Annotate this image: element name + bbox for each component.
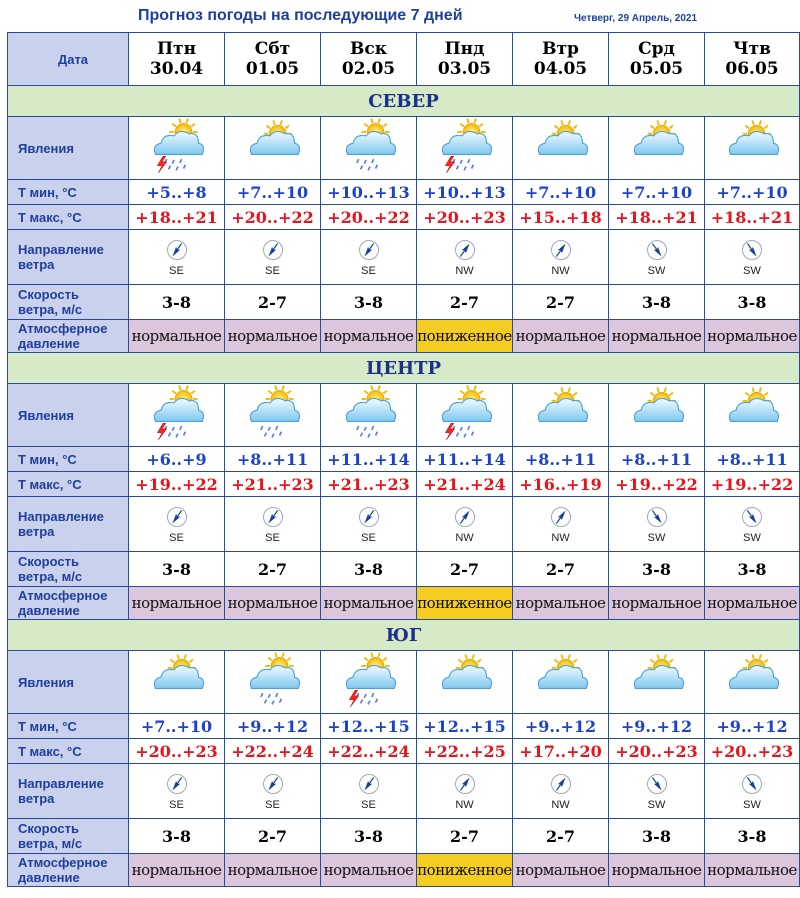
tmax-label-text: Т макс, °С	[18, 743, 82, 759]
partly-cloudy-icon	[626, 694, 688, 713]
wind-direction-cell	[513, 230, 609, 285]
wind-direction-cell	[225, 764, 321, 819]
pressure-value-low: пониженное	[417, 854, 513, 887]
wind-direction-cell	[513, 497, 609, 552]
compass-icon	[741, 773, 763, 799]
wind-speed-value: 3-8	[705, 819, 800, 854]
pressure-value: нормальное	[609, 320, 705, 353]
compass-icon	[741, 239, 763, 265]
tmax-value: +18..+21	[705, 205, 800, 230]
day-header	[321, 33, 417, 86]
wind-direction-value: SE	[169, 799, 184, 811]
wind-speed-label-text: Скорость	[18, 287, 79, 302]
day-name: Срд	[638, 39, 675, 59]
tmin-label-text: Т мин, °С	[18, 451, 77, 467]
wind-speed-value: 2-7	[225, 552, 321, 587]
partly-cloudy-icon	[721, 160, 783, 179]
wind-speed-value: 3-8	[705, 285, 800, 320]
weather-row	[8, 117, 800, 180]
tmax-value: +22..+24	[321, 739, 417, 764]
cloud-rain-thunder-icon	[146, 160, 208, 179]
wind-speed-value: 3-8	[321, 552, 417, 587]
wind-direction-value: SW	[647, 532, 666, 544]
wind-direction-value: SE	[169, 532, 184, 544]
tmin-label	[8, 714, 129, 739]
wind-direction-cell	[129, 497, 225, 552]
weather-label	[8, 384, 129, 447]
wind-direction-cell	[417, 497, 513, 552]
tmin-value: +7..+10	[129, 714, 225, 739]
weather-cell	[417, 117, 513, 180]
page-footer	[0, 893, 800, 898]
day-header	[513, 33, 609, 86]
pressure-value-low: пониженное	[417, 587, 513, 620]
wind-direction-label-text: Направление	[18, 509, 104, 524]
compass-icon	[262, 773, 284, 799]
wind-direction-cell	[705, 764, 800, 819]
day-date: 30.04	[149, 59, 204, 79]
day-header	[609, 33, 705, 86]
partly-cloudy-icon	[721, 694, 783, 713]
wind-speed-value: 3-8	[129, 285, 225, 320]
weather-cell	[513, 651, 609, 714]
day-name: Сбт	[254, 39, 291, 59]
weather-cell	[321, 384, 417, 447]
partly-cloudy-icon	[530, 160, 592, 179]
partly-cloudy-icon	[434, 694, 496, 713]
wind-direction-value: SE	[169, 265, 184, 277]
wind-direction-value: SE	[361, 265, 376, 277]
pressure-label	[8, 320, 129, 353]
wind-direction-value: SW	[647, 799, 666, 811]
wind-direction-label-text: Направление	[18, 242, 104, 257]
tmax-value: +20..+23	[417, 205, 513, 230]
wind-direction-cell	[705, 230, 800, 285]
compass-icon	[454, 506, 476, 532]
tmax-value: +20..+23	[609, 739, 705, 764]
wind-speed-row	[8, 819, 800, 854]
weather-cell	[513, 384, 609, 447]
partly-cloudy-icon	[530, 427, 592, 446]
compass-icon	[358, 506, 380, 532]
weather-cell	[609, 651, 705, 714]
day-name: Вск	[350, 39, 387, 59]
weather-label	[8, 651, 129, 714]
pressure-value-low: пониженное	[417, 320, 513, 353]
tmin-label-text: Т мин, °С	[18, 184, 77, 200]
tmax-label	[8, 472, 129, 497]
tmin-value: +7..+10	[225, 180, 321, 205]
tmax-value: +21..+23	[225, 472, 321, 497]
tmax-value: +20..+23	[129, 739, 225, 764]
weather-cell	[225, 651, 321, 714]
tmin-value: +7..+10	[513, 180, 609, 205]
wind-direction-cell	[417, 230, 513, 285]
wind-direction-cell	[609, 230, 705, 285]
wind-speed-row	[8, 552, 800, 587]
compass-icon	[166, 506, 188, 532]
pressure-value: нормальное	[225, 854, 321, 887]
tmin-value: +11..+14	[417, 447, 513, 472]
day-header	[225, 33, 321, 86]
pressure-value: нормальное	[513, 854, 609, 887]
wind-direction-value: NW	[551, 265, 570, 277]
wind-direction-cell	[321, 230, 417, 285]
wind-direction-cell	[321, 764, 417, 819]
wind-direction-row	[8, 230, 800, 285]
weather-label-text: Явления	[18, 674, 74, 690]
compass-icon	[646, 239, 668, 265]
wind-speed-value: 2-7	[513, 285, 609, 320]
tmin-value: +11..+14	[321, 447, 417, 472]
day-name: Втр	[542, 39, 579, 59]
tmax-value: +18..+21	[129, 205, 225, 230]
wind-direction-value: SW	[743, 799, 761, 811]
compass-icon	[741, 506, 763, 532]
tmax-row	[8, 205, 800, 230]
tmin-value: +9..+12	[225, 714, 321, 739]
pressure-label-text-2: давление	[18, 603, 80, 618]
tmin-value: +9..+12	[609, 714, 705, 739]
cloud-rain-thunder-icon	[434, 160, 496, 179]
weather-cell	[321, 651, 417, 714]
tmin-row	[8, 714, 800, 739]
tmin-value: +8..+11	[609, 447, 705, 472]
tmin-value: +12..+15	[321, 714, 417, 739]
pressure-label-text: Атмосферное	[18, 321, 108, 336]
wind-direction-value: SE	[265, 532, 280, 544]
day-date: 02.05	[341, 59, 396, 79]
wind-speed-value: 3-8	[609, 285, 705, 320]
wind-speed-value: 2-7	[513, 552, 609, 587]
pressure-label	[8, 587, 129, 620]
pressure-value: нормальное	[129, 854, 225, 887]
wind-direction-value: SE	[361, 799, 376, 811]
wind-speed-value: 2-7	[417, 285, 513, 320]
tmin-value: +7..+10	[705, 180, 800, 205]
cloud-rain-icon	[242, 694, 304, 713]
weather-cell	[417, 651, 513, 714]
tmin-row	[8, 180, 800, 205]
pressure-value: нормальное	[705, 320, 800, 353]
wind-direction-row	[8, 764, 800, 819]
day-header	[705, 33, 800, 86]
wind-direction-label	[8, 230, 129, 285]
wind-speed-value: 2-7	[513, 819, 609, 854]
compass-icon	[166, 773, 188, 799]
cloud-rain-icon	[242, 427, 304, 446]
partly-cloudy-icon	[721, 427, 783, 446]
wind-direction-value: NW	[455, 532, 474, 544]
compass-icon	[358, 773, 380, 799]
wind-direction-label	[8, 497, 129, 552]
tmin-label-text: Т мин, °С	[18, 718, 77, 734]
tmax-value: +20..+22	[321, 205, 417, 230]
pressure-value: нормальное	[129, 320, 225, 353]
tmin-value: +8..+11	[225, 447, 321, 472]
weather-cell	[609, 117, 705, 180]
compass-icon	[550, 773, 572, 799]
tmax-row	[8, 472, 800, 497]
compass-icon	[262, 239, 284, 265]
wind-speed-value: 3-8	[129, 552, 225, 587]
pressure-value: нормальное	[609, 854, 705, 887]
cloud-rain-thunder-icon	[434, 427, 496, 446]
wind-speed-row	[8, 285, 800, 320]
tmin-value: +9..+12	[705, 714, 800, 739]
tmax-value: +18..+21	[609, 205, 705, 230]
tmin-value: +8..+11	[513, 447, 609, 472]
partly-cloudy-icon	[626, 160, 688, 179]
weather-cell	[225, 384, 321, 447]
tmax-value: +22..+25	[417, 739, 513, 764]
weather-row	[8, 651, 800, 714]
pressure-label-text: Атмосферное	[18, 588, 108, 603]
day-header	[129, 33, 225, 86]
days-header-row	[8, 33, 800, 86]
tmax-value: +16..+19	[513, 472, 609, 497]
tmax-row	[8, 739, 800, 764]
weather-label-text: Явления	[18, 140, 74, 156]
tmin-label	[8, 447, 129, 472]
forecast-table	[7, 32, 800, 887]
wind-speed-value: 3-8	[609, 819, 705, 854]
wind-direction-label-text-2: ветра	[18, 791, 55, 806]
tmin-label	[8, 180, 129, 205]
pressure-value: нормальное	[129, 587, 225, 620]
wind-direction-label-text-2: ветра	[18, 257, 55, 272]
tmax-value: +21..+24	[417, 472, 513, 497]
wind-direction-value: NW	[455, 265, 474, 277]
cloud-rain-icon	[338, 427, 400, 446]
tmax-value: +22..+24	[225, 739, 321, 764]
day-name: Чтв	[733, 39, 771, 59]
tmax-value: +20..+23	[705, 739, 800, 764]
cloud-rain-icon	[338, 160, 400, 179]
wind-speed-label-text-2: ветра, м/с	[18, 569, 83, 584]
tmin-value: +12..+15	[417, 714, 513, 739]
wind-direction-row	[8, 497, 800, 552]
tmin-row	[8, 447, 800, 472]
pressure-value: нормальное	[705, 587, 800, 620]
pressure-value: нормальное	[225, 587, 321, 620]
pressure-row	[8, 320, 800, 353]
pressure-label-text-2: давление	[18, 336, 80, 351]
wind-direction-value: NW	[551, 532, 570, 544]
wind-speed-label	[8, 552, 129, 587]
weather-row	[8, 384, 800, 447]
wind-speed-value: 2-7	[225, 819, 321, 854]
wind-direction-cell	[705, 497, 800, 552]
region-name: СЕВЕР	[8, 86, 800, 117]
partly-cloudy-icon	[530, 694, 592, 713]
compass-icon	[550, 506, 572, 532]
tmax-label-text: Т макс, °С	[18, 209, 82, 225]
wind-direction-cell	[321, 497, 417, 552]
compass-icon	[646, 506, 668, 532]
day-name: Птн	[156, 39, 197, 59]
day-date: 06.05	[725, 59, 779, 79]
compass-icon	[646, 773, 668, 799]
wind-direction-cell	[129, 764, 225, 819]
tmax-value: +21..+23	[321, 472, 417, 497]
wind-direction-label	[8, 764, 129, 819]
wind-speed-label-text-2: ветра, м/с	[18, 302, 83, 317]
wind-direction-cell	[609, 764, 705, 819]
region-name: ЮГ	[8, 620, 800, 651]
wind-speed-value: 3-8	[705, 552, 800, 587]
wind-speed-value: 3-8	[609, 552, 705, 587]
wind-direction-value: SW	[647, 265, 666, 277]
wind-speed-value: 3-8	[129, 819, 225, 854]
page-header	[0, 0, 800, 32]
pressure-label	[8, 854, 129, 887]
region-name: ЦЕНТР	[8, 353, 800, 384]
pressure-row	[8, 854, 800, 887]
wind-direction-cell	[417, 764, 513, 819]
tmax-value: +19..+22	[609, 472, 705, 497]
wind-speed-label-text: Скорость	[18, 821, 79, 836]
weather-cell	[129, 651, 225, 714]
day-date: 03.05	[437, 59, 492, 79]
wind-direction-cell	[513, 764, 609, 819]
wind-speed-value: 2-7	[225, 285, 321, 320]
region-row	[8, 620, 800, 651]
pressure-value: нормальное	[321, 854, 417, 887]
weather-cell	[321, 117, 417, 180]
tmax-value: +15..+18	[513, 205, 609, 230]
partly-cloudy-icon	[242, 160, 304, 179]
date-label-text: Дата	[57, 51, 89, 67]
day-header	[417, 33, 513, 86]
weather-cell	[705, 384, 800, 447]
pressure-value: нормальное	[513, 320, 609, 353]
weather-label	[8, 117, 129, 180]
wind-speed-label	[8, 819, 129, 854]
wind-direction-cell	[225, 230, 321, 285]
day-name: Пнд	[444, 39, 485, 59]
wind-speed-label	[8, 285, 129, 320]
pressure-label-text-2: давление	[18, 870, 80, 885]
wind-speed-label-text: Скорость	[18, 554, 79, 569]
tmax-value: +20..+22	[225, 205, 321, 230]
tmin-value: +6..+9	[129, 447, 225, 472]
wind-speed-label-text-2: ветра, м/с	[18, 836, 83, 851]
tmax-value: +19..+22	[129, 472, 225, 497]
pressure-value: нормальное	[321, 587, 417, 620]
weather-cell	[417, 384, 513, 447]
current-date: Четверг, 29 Апрель, 2021	[574, 13, 698, 24]
wind-direction-cell	[129, 230, 225, 285]
day-date: 01.05	[245, 59, 300, 79]
compass-icon	[550, 239, 572, 265]
tmax-value: +17..+20	[513, 739, 609, 764]
tmin-value: +8..+11	[705, 447, 800, 472]
pressure-value: нормальное	[705, 854, 800, 887]
pressure-value: нормальное	[513, 587, 609, 620]
weather-cell	[513, 117, 609, 180]
region-row	[8, 353, 800, 384]
weather-cell	[225, 117, 321, 180]
weather-cell	[129, 117, 225, 180]
pressure-label-text: Атмосферное	[18, 855, 108, 870]
day-date: 05.05	[629, 59, 684, 79]
wind-direction-label-text: Направление	[18, 776, 104, 791]
wind-speed-value: 2-7	[417, 552, 513, 587]
wind-direction-value: SW	[743, 265, 761, 277]
page-title: Прогноз погоды на последующие 7 дней	[138, 7, 463, 24]
region-row	[8, 86, 800, 117]
date-label	[8, 33, 129, 86]
wind-direction-value: NW	[455, 799, 474, 811]
day-date: 04.05	[533, 59, 588, 79]
tmax-label	[8, 205, 129, 230]
wind-direction-value: SW	[743, 532, 761, 544]
wind-direction-cell	[609, 497, 705, 552]
wind-speed-value: 3-8	[321, 819, 417, 854]
pressure-value: нормальное	[321, 320, 417, 353]
cloud-rain-thunder-icon	[338, 694, 400, 713]
wind-direction-value: NW	[551, 799, 570, 811]
compass-icon	[454, 773, 476, 799]
cloud-rain-thunder-icon	[146, 427, 208, 446]
wind-direction-value: SE	[265, 799, 280, 811]
weather-cell	[705, 651, 800, 714]
wind-direction-label-text-2: ветра	[18, 524, 55, 539]
pressure-value: нормальное	[609, 587, 705, 620]
weather-cell	[705, 117, 800, 180]
weather-cell	[129, 384, 225, 447]
tmin-value: +5..+8	[129, 180, 225, 205]
wind-speed-value: 3-8	[321, 285, 417, 320]
partly-cloudy-icon	[626, 427, 688, 446]
tmin-value: +10..+13	[417, 180, 513, 205]
wind-direction-value: SE	[265, 265, 280, 277]
compass-icon	[454, 239, 476, 265]
partly-cloudy-icon	[146, 694, 208, 713]
compass-icon	[262, 506, 284, 532]
tmin-value: +9..+12	[513, 714, 609, 739]
wind-direction-value: SE	[361, 532, 376, 544]
tmax-value: +19..+22	[705, 472, 800, 497]
tmax-label-text: Т макс, °С	[18, 476, 82, 492]
wind-direction-cell	[225, 497, 321, 552]
weather-label-text: Явления	[18, 407, 74, 423]
weather-cell	[609, 384, 705, 447]
tmin-value: +10..+13	[321, 180, 417, 205]
pressure-value: нормальное	[225, 320, 321, 353]
tmax-label	[8, 739, 129, 764]
wind-speed-value: 2-7	[417, 819, 513, 854]
compass-icon	[358, 239, 380, 265]
tmin-value: +7..+10	[609, 180, 705, 205]
pressure-row	[8, 587, 800, 620]
compass-icon	[166, 239, 188, 265]
